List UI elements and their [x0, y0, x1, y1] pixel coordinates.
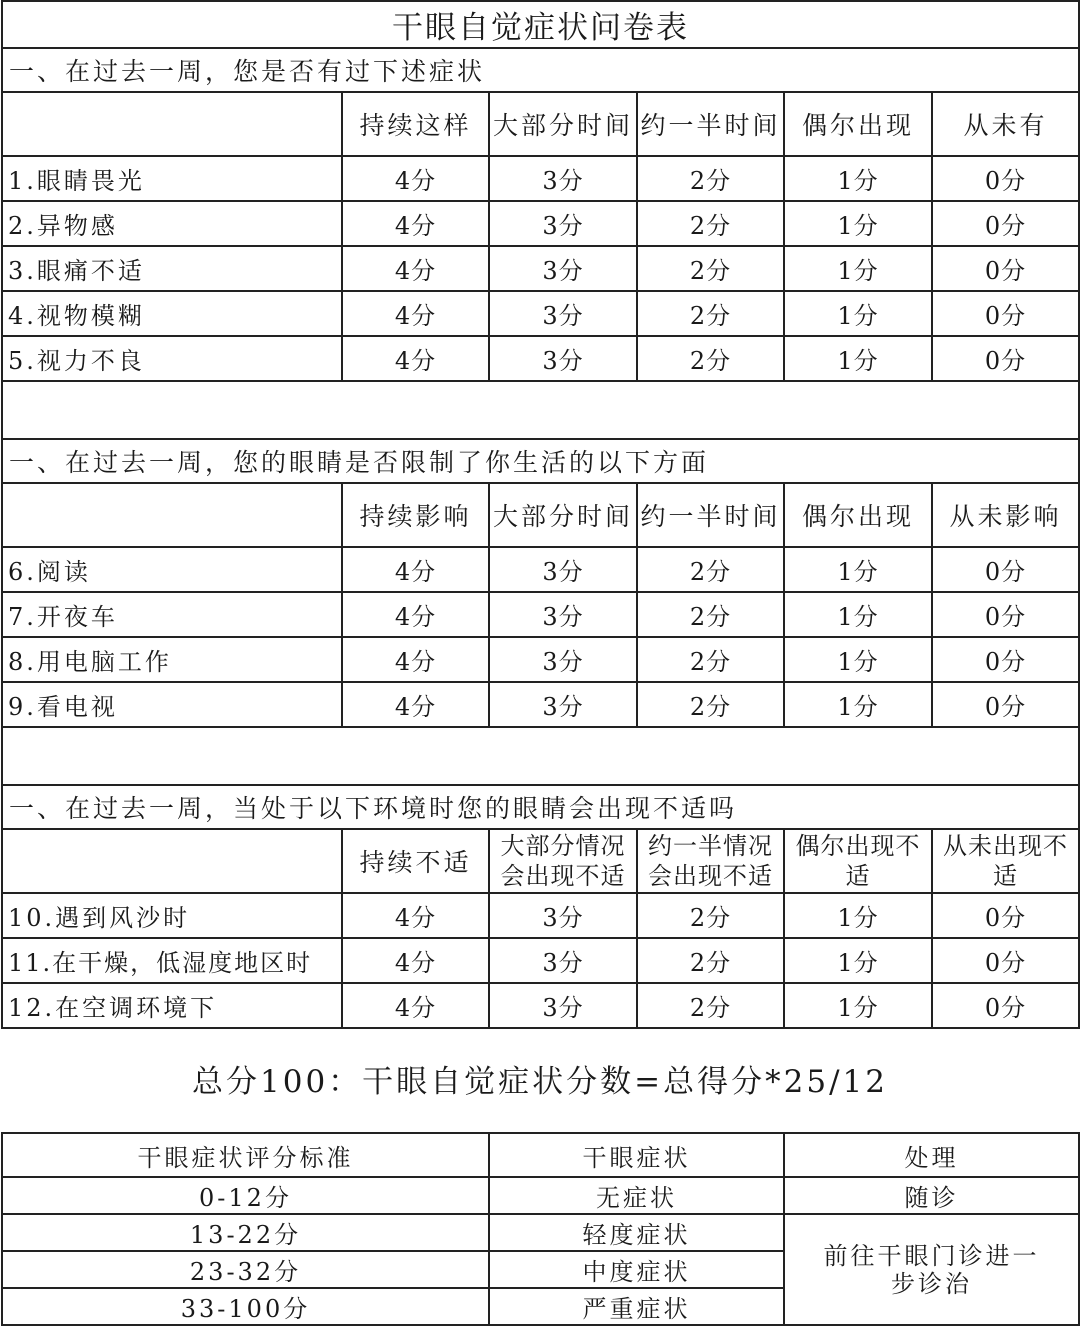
table-row [2, 938, 1079, 983]
section-heading: 一、在过去一周，您是否有过下述症状 [2, 48, 1079, 92]
score-cell: 3分 [489, 983, 637, 1028]
score-cell: 3分 [489, 547, 637, 592]
item-label: 6.阅读 [2, 547, 342, 592]
table-row [2, 1214, 1079, 1251]
column-header: 约一半时间 [637, 483, 784, 547]
score-cell: 4分 [342, 547, 489, 592]
section-heading: 一、在过去一周，您的眼睛是否限制了你生活的以下方面 [2, 439, 1079, 483]
score-cell: 3分 [489, 201, 637, 246]
column-header: 从未出现不适 [932, 829, 1079, 893]
score-cell: 1分 [784, 547, 932, 592]
score-cell: 3分 [489, 938, 637, 983]
column-header: 从未有 [932, 92, 1079, 156]
score-range: 33-100分 [2, 1288, 489, 1325]
score-cell: 2分 [637, 983, 784, 1028]
score-cell: 3分 [489, 592, 637, 637]
column-header: 约一半情况会出现不适 [637, 829, 784, 893]
score-range: 0-12分 [2, 1177, 489, 1214]
score-cell: 0分 [932, 893, 1079, 938]
column-header: 持续影响 [342, 483, 489, 547]
treatment-merged: 前往干眼门诊进一步诊治 [784, 1214, 1079, 1325]
score-cell: 0分 [932, 592, 1079, 637]
column-header: 偶尔出现不适 [784, 829, 932, 893]
score-cell: 3分 [489, 893, 637, 938]
score-cell: 0分 [932, 291, 1079, 336]
spacer-row [2, 381, 1079, 439]
column-header: 大部分时间 [489, 92, 637, 156]
symptom-level: 中度症状 [489, 1251, 784, 1288]
spacer-row [2, 727, 1079, 785]
questionnaire-table [1, 0, 1080, 1029]
score-cell: 1分 [784, 637, 932, 682]
column-header: 从未影响 [932, 483, 1079, 547]
table-row [2, 547, 1079, 592]
score-cell: 1分 [784, 893, 932, 938]
column-header: 大部分时间 [489, 483, 637, 547]
column-header: 偶尔出现 [784, 483, 932, 547]
score-cell: 2分 [637, 637, 784, 682]
standard-header: 处理 [784, 1133, 1079, 1177]
score-cell: 0分 [932, 983, 1079, 1028]
score-cell: 1分 [784, 246, 932, 291]
column-header: 持续不适 [342, 829, 489, 893]
score-cell: 0分 [932, 246, 1079, 291]
score-cell: 2分 [637, 156, 784, 201]
symptom-level: 严重症状 [489, 1288, 784, 1325]
spacer [2, 381, 1079, 439]
table-row [2, 682, 1079, 727]
score-cell: 4分 [342, 983, 489, 1028]
score-cell: 2分 [637, 893, 784, 938]
score-cell: 0分 [932, 637, 1079, 682]
score-cell: 2分 [637, 592, 784, 637]
item-label: 8.用电脑工作 [2, 637, 342, 682]
table-row [2, 156, 1079, 201]
column-header: 持续这样 [342, 92, 489, 156]
standard-header: 干眼症状 [489, 1133, 784, 1177]
score-cell: 4分 [342, 291, 489, 336]
spacer [2, 727, 1079, 785]
table-row [2, 893, 1079, 938]
item-label: 9.看电视 [2, 682, 342, 727]
table-row [2, 291, 1079, 336]
score-cell: 4分 [342, 938, 489, 983]
score-cell: 4分 [342, 637, 489, 682]
score-cell: 3分 [489, 246, 637, 291]
score-cell: 1分 [784, 291, 932, 336]
standard-header: 干眼症状评分标准 [2, 1133, 489, 1177]
score-cell: 1分 [784, 682, 932, 727]
score-cell: 4分 [342, 156, 489, 201]
score-cell: 1分 [784, 938, 932, 983]
score-cell: 2分 [637, 246, 784, 291]
header-blank [2, 92, 342, 156]
treatment: 随诊 [784, 1177, 1079, 1214]
score-cell: 4分 [342, 682, 489, 727]
score-cell: 0分 [932, 156, 1079, 201]
scoring-standard-table [1, 1132, 1080, 1326]
item-label: 3.眼痛不适 [2, 246, 342, 291]
score-cell: 4分 [342, 893, 489, 938]
score-cell: 1分 [784, 336, 932, 381]
score-cell: 1分 [784, 592, 932, 637]
item-label: 1.眼睛畏光 [2, 156, 342, 201]
score-cell: 1分 [784, 156, 932, 201]
item-label: 7.开夜车 [2, 592, 342, 637]
score-cell: 3分 [489, 291, 637, 336]
score-cell: 1分 [784, 983, 932, 1028]
table-row [2, 246, 1079, 291]
table-row [2, 637, 1079, 682]
score-cell: 2分 [637, 291, 784, 336]
score-cell: 3分 [489, 637, 637, 682]
score-cell: 2分 [637, 938, 784, 983]
column-header: 偶尔出现 [784, 92, 932, 156]
table-row [2, 592, 1079, 637]
header-blank [2, 483, 342, 547]
score-cell: 1分 [784, 201, 932, 246]
section-heading: 一、在过去一周，当处于以下环境时您的眼睛会出现不适吗 [2, 785, 1079, 829]
table-row [2, 201, 1079, 246]
score-cell: 4分 [342, 592, 489, 637]
symptom-level: 无症状 [489, 1177, 784, 1214]
score-cell: 2分 [637, 682, 784, 727]
score-cell: 2分 [637, 547, 784, 592]
score-cell: 0分 [932, 336, 1079, 381]
column-header: 大部分情况会出现不适 [489, 829, 637, 893]
header-blank [2, 829, 342, 893]
table-row [2, 336, 1079, 381]
score-cell: 4分 [342, 246, 489, 291]
item-label: 5.视力不良 [2, 336, 342, 381]
score-range: 13-22分 [2, 1214, 489, 1251]
item-label: 11.在干燥，低湿度地区时 [2, 938, 342, 983]
score-cell: 2分 [637, 336, 784, 381]
score-cell: 0分 [932, 201, 1079, 246]
score-formula: 总分100：干眼自觉症状分数=总得分*25/12 [192, 1064, 888, 1100]
score-cell: 4分 [342, 201, 489, 246]
item-label: 2.异物感 [2, 201, 342, 246]
symptom-level: 轻度症状 [489, 1214, 784, 1251]
score-cell: 3分 [489, 156, 637, 201]
score-cell: 3分 [489, 336, 637, 381]
score-cell: 4分 [342, 336, 489, 381]
table-row [2, 983, 1079, 1028]
item-label: 10.遇到风沙时 [2, 893, 342, 938]
score-cell: 3分 [489, 682, 637, 727]
item-label: 4.视物模糊 [2, 291, 342, 336]
column-header: 约一半时间 [637, 92, 784, 156]
score-cell: 0分 [932, 682, 1079, 727]
score-cell: 2分 [637, 201, 784, 246]
page-title: 干眼自觉症状问卷表 [2, 1, 1079, 48]
score-cell: 0分 [932, 938, 1079, 983]
score-cell: 0分 [932, 547, 1079, 592]
item-label: 12.在空调环境下 [2, 983, 342, 1028]
score-range: 23-32分 [2, 1251, 489, 1288]
table-row [2, 1177, 1079, 1214]
